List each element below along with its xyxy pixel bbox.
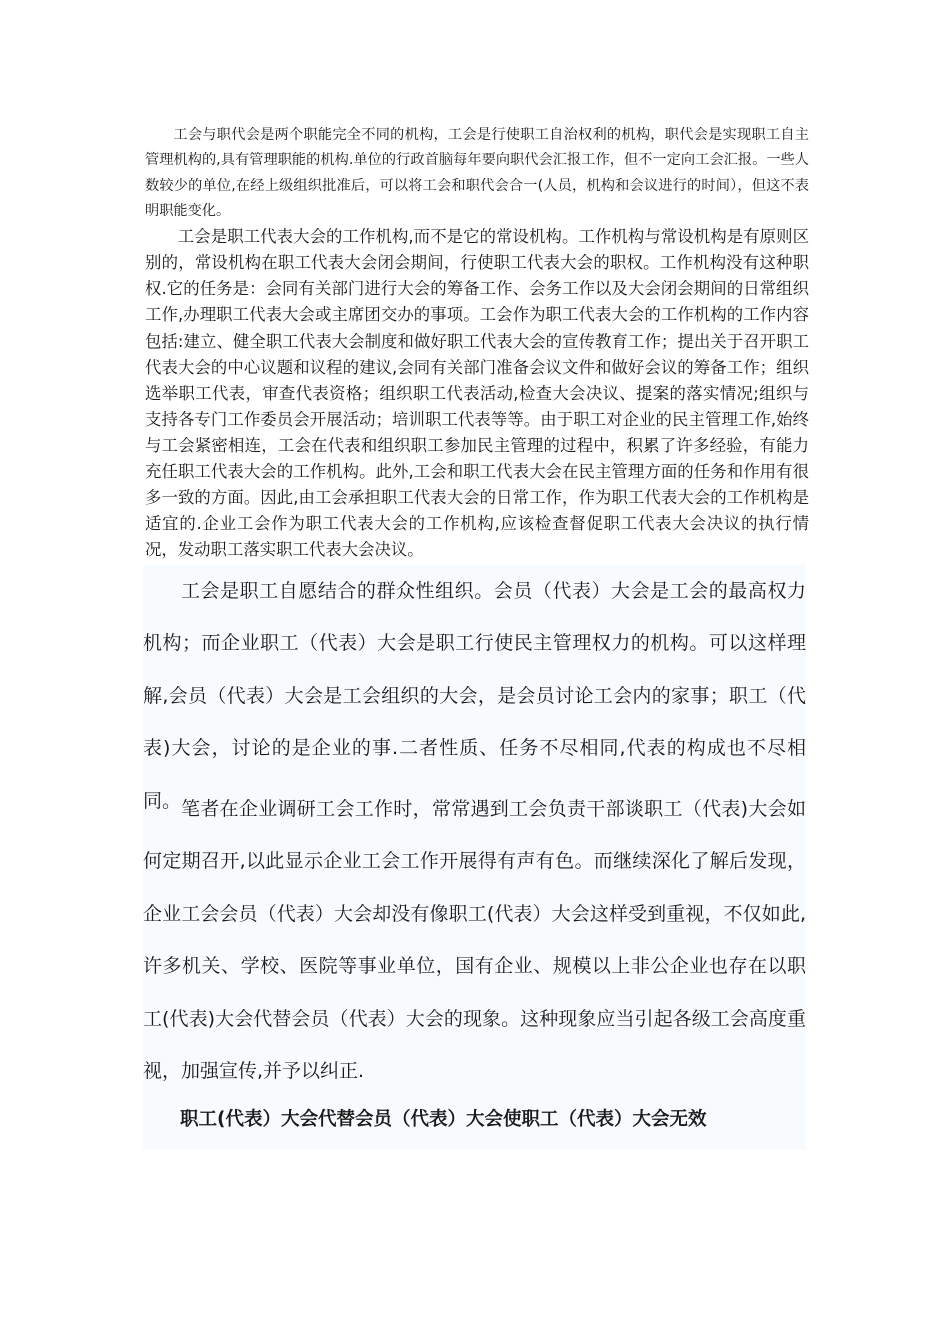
section-heading: 职工(代表）大会代替会员（代表）大会使职工（代表）大会无效 <box>180 1109 707 1130</box>
highlighted-text-section <box>143 565 806 1150</box>
paragraph-trade-union-vs-congress: 工会与职代会是两个职能完全不同的机构，工会是行使职工自治权利的机构，职代会是实现职工自主管理机构的,具有管理职能的机构.单位的行政首脑每年要向职代会汇报工作，但不一定向工会汇报。一些人数较少的单位,在经上级组织批准后，可以将工会和职代会合一(人员，机构和会议进行的时间），但这不表明职能变化。 <box>145 127 809 219</box>
paragraph-research-observation: 笔者在企业调研工会工作时，常常遇到工会负责干部谈职工（代表)大会如何定期召开,以此显示企业工会工作开展得有声有色。而继续深化了解后发现，企业工会会员（代表）大会却没有像职工(代表）大会这样受到重视，不仅如此,许多机关、学校、医院等事业单位，国有企业、规模以上非公企业也存在以职工(代表)大会代替会员（代表）大会的现象。这种现象应当引起各级工会高度重视，加强宣传,并予以纠正. <box>143 798 806 1083</box>
paragraph-working-body: 工会是职工代表大会的工作机构,而不是它的常设机构。工作机构与常设机构是有原则区别的，常设机构在职工代表大会闭会期间，行使职工代表大会的职权。工作机构没有这种职权.它的任务是：会同有关部门进行大会的筹备工作、会务工作以及大会闭会期间的日常组织工作,办理职工代表大会或主席团交办的事项。工会作为职工代表大会的工作机构的工作内容包括:建立、健全职工代表大会制度和做好职工代表大会的宣传教育工作；提出关于召开职工代表大会的中心议题和议程的建议,会同有关部门准备会议文件和做好会议的筹备工作；组织选举职工代表，审查代表资格；组织职工代表活动,检查大会决议、提案的落实情况;组织与支持各专门工作委员会开展活动；培训职工代表等等。由于职工对企业的民主管理工作,始终与工会紧密相连，工会在代表和组织职工参加民主管理的过程中，积累了许多经验，有能力充任职工代表大会的工作机构。此外,工会和职工代表大会在民主管理方面的任务和作用有很多一致的方面。因此,由工会承担职工代表大会的日常工作，作为职工代表大会的工作机构是适宜的.企业工会作为职工代表大会的工作机构,应该检查督促职工代表大会决议的执行情况，发动职工落实职工代表大会决议。 <box>145 227 809 560</box>
upper-text-section <box>145 123 809 563</box>
paragraph-mass-organization: 工会是职工自愿结合的群众性组织。会员（代表）大会是工会的最高权力机构；而企业职工（代表）大会是职工行使民主管理权力的机构。可以这样理解,会员（代表）大会是工会组织的大会，是会员讨论工会内的家事；职工（代表)大会，讨论的是企业的事.二者性质、任务不尽相同,代表的构成也不尽相同。 <box>143 580 806 812</box>
